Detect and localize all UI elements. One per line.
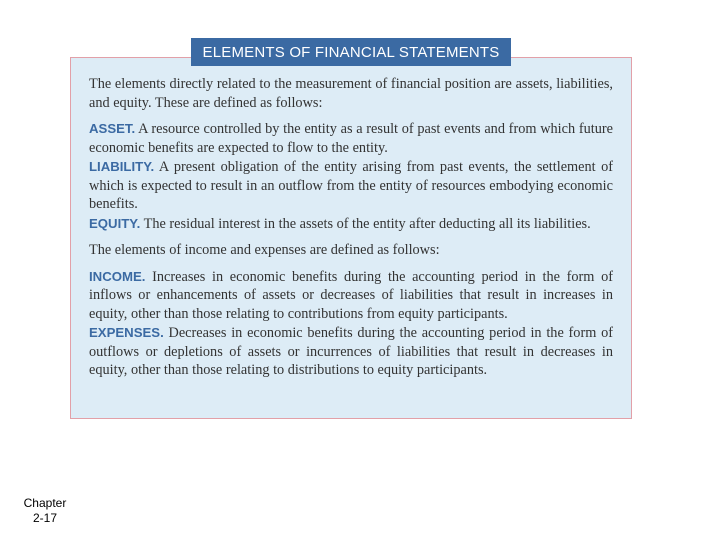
definition-equity-text: The residual interest in the assets of the entity after deducting all its liabilities. (143, 215, 591, 232)
definition-expenses (89, 324, 613, 380)
section-title: ELEMENTS OF FINANCIAL STATEMENTS (202, 43, 500, 61)
definition-liability (89, 158, 613, 214)
intro-paragraph: The elements directly related to the measurement of financial position are assets, liabilities, and equity. These are defined as follows: (89, 76, 613, 111)
section-title-banner (191, 38, 511, 66)
definition-equity (89, 215, 613, 234)
term-expenses: EXPENSES. (89, 325, 164, 340)
chapter-label: Chapter (23, 496, 67, 510)
definition-income (89, 268, 613, 324)
definitions-panel (70, 57, 632, 419)
definition-asset-text: A resource controlled by the entity as a result of past events and from which future economic benefits are expected to flow to the entity. (89, 121, 613, 156)
term-income: INCOME. (89, 268, 146, 284)
definition-income-text: Increases in economic benefits during the accounting period in the form of inflows or enhancements of assets or decreases of liabilities that result in increases in equity, other than those relating to contributions from equity participants. (89, 268, 614, 322)
term-equity: EQUITY. (89, 215, 141, 231)
term-liability: LIABILITY. (89, 159, 155, 174)
term-asset: ASSET. (89, 121, 136, 136)
definition-expenses-text: Decreases in economic benefits during the accounting period in the form of outflows or depletions of assets or incurrences of liabilities that result in decreases in equity, other than those relating to distributions to equity participants. (89, 325, 613, 378)
page-number: 2-17 (32, 511, 58, 525)
definition-liability-text: A present obligation of the entity arising from past events, the settlement of which is expected to result in an outflow from the entity of resources embodying economic benefits. (89, 159, 613, 212)
definition-asset (89, 120, 613, 157)
chapter-footer (20, 496, 70, 526)
income-intro-paragraph: The elements of income and expenses are defined as follows: (89, 242, 440, 258)
